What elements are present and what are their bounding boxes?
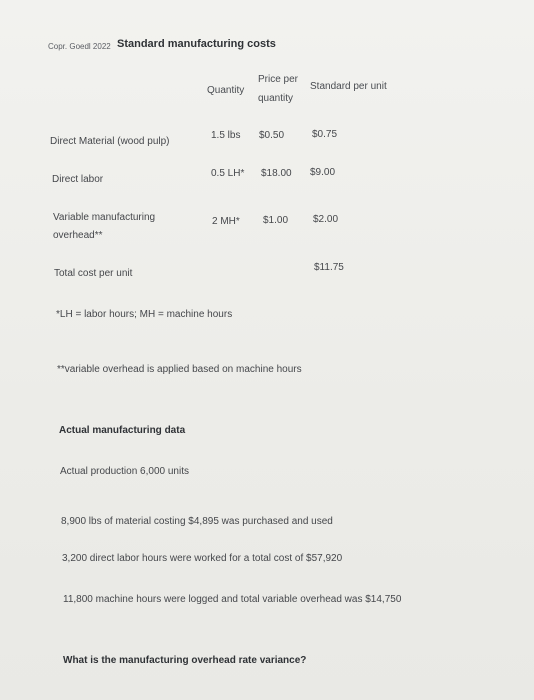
column-header-quantity: Quantity [207,85,245,96]
total-cost-value: $11.75 [314,262,344,273]
row-price-variable-overhead: $1.00 [263,215,289,226]
actual-material-text: 8,900 lbs of material costing $4,895 was purchased and used [61,516,333,527]
column-header-price-line2: quantity [258,93,294,104]
actual-overhead-text: 11,800 machine hours were logged and total variable overhead was $14,750 [63,594,402,605]
row-label-direct-labor: Direct labor [52,174,104,185]
actual-data-heading: Actual manufacturing data [59,425,186,436]
row-price-direct-material: $0.50 [259,130,285,141]
footnote-variable-overhead: **variable overhead is applied based on machine hours [57,364,302,375]
row-price-direct-labor: $18.00 [261,168,292,179]
column-header-standard-per-unit: Standard per unit [310,81,387,92]
row-quantity-variable-overhead: 2 MH* [212,216,240,227]
row-quantity-direct-material: 1.5 lbs [211,130,241,141]
actual-production-text: Actual production 6,000 units [60,466,189,477]
copyright-text: Copr. Goedl 2022 [48,42,111,51]
question-text: What is the manufacturing overhead rate variance? [63,655,307,666]
row-quantity-direct-labor: 0.5 LH* [211,168,245,179]
row-label-direct-material: Direct Material (wood pulp) [50,136,170,147]
actual-labor-text: 3,200 direct labor hours were worked for a total cost of $57,920 [62,553,343,564]
total-cost-label: Total cost per unit [54,268,133,279]
footnote-labor-machine-hours: *LH = labor hours; MH = machine hours [56,309,233,320]
row-standard-variable-overhead: $2.00 [313,214,339,225]
row-standard-direct-labor: $9.00 [310,167,336,178]
page-title: Standard manufacturing costs [117,38,276,50]
row-standard-direct-material: $0.75 [312,129,338,140]
row-label-variable-overhead: Variable manufacturing overhead** [53,212,156,241]
column-header-price-line1: Price per [258,74,299,85]
